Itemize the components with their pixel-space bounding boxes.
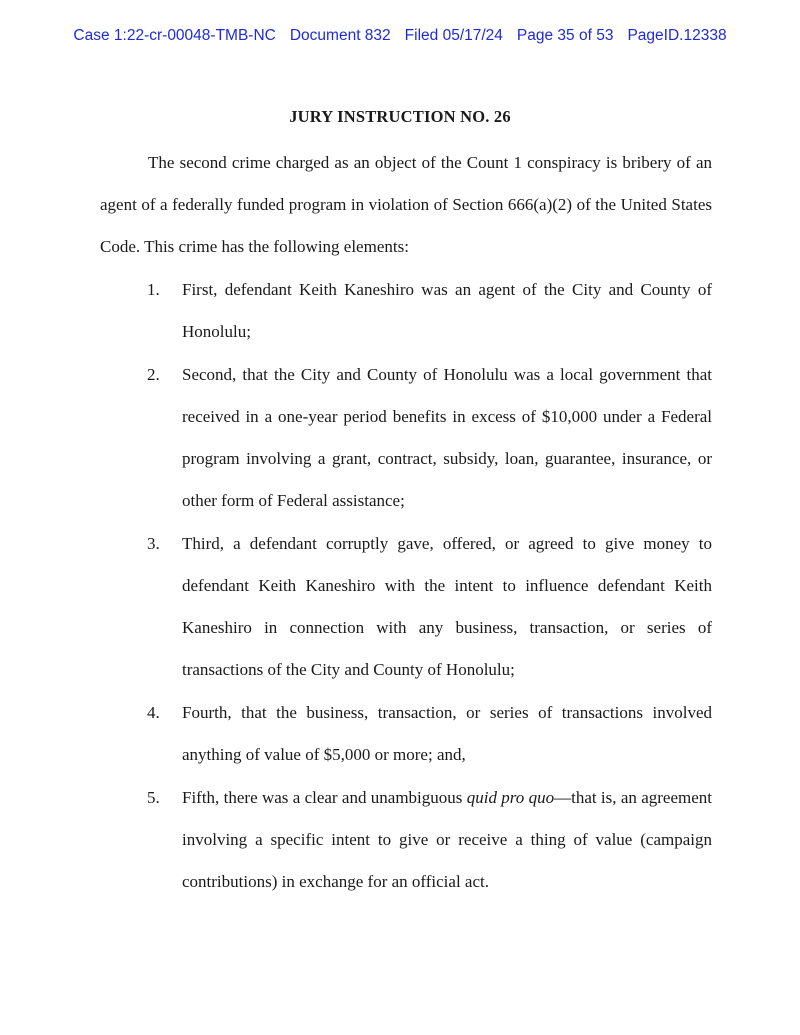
element-text-end: —that is, an agreement involving a specific intent to give or receive a thing of value (campaign contributions) in exchange for an official act. [182, 788, 712, 891]
filed-date: Filed 05/17/24 [404, 27, 503, 44]
element-item-2 [100, 354, 712, 522]
element-number: 4. [147, 703, 160, 722]
intro-paragraph: The second crime charged as an object of the Count 1 conspiracy is bribery of an agent of a federally funded program in violation of Section 666(a)(2) of the United States Code. This crime has the following elements: [100, 153, 712, 256]
element-item-1 [100, 269, 712, 353]
element-number: 1. [147, 280, 160, 299]
element-text-start: Fifth, there was a clear and unambiguous [182, 788, 467, 807]
element-item-3 [100, 523, 712, 691]
page-count: Page 35 of 53 [516, 27, 614, 44]
element-text: Second, that the City and County of Honolulu was a local government that received in a one-year period benefits in excess of $10,000 under a Federal program involving a grant, contract, subsidy, loan, guarantee, insurance, or other form of Federal assistance; [182, 365, 712, 510]
element-item-4 [100, 692, 712, 776]
page-id: PageID.12338 [627, 27, 727, 44]
element-number: 3. [147, 534, 160, 553]
latin-term: quid pro quo [466, 788, 555, 807]
instruction-title: JURY INSTRUCTION NO. 26 [289, 107, 511, 126]
document-number: Document 832 [289, 27, 391, 44]
element-text: First, defendant Keith Kaneshiro was an agent of the City and County of Honolulu; [182, 280, 712, 341]
ecf-filing-header [0, 27, 800, 45]
element-text: Fourth, that the business, transaction, or series of transactions involved anything of value of $5,000 or more; and, [182, 703, 712, 764]
element-text [182, 777, 712, 903]
element-number: 5. [147, 788, 160, 807]
elements-list [100, 269, 712, 904]
case-number: Case 1:22-cr-00048-TMB-NC [73, 27, 276, 44]
element-text: Third, a defendant corruptly gave, offered, or agreed to give money to defendant Keith Kaneshiro with the intent to influence defendant Keith Kaneshiro in connection with any business, transaction, or series of transactions of the City and County of Honolulu; [182, 534, 712, 679]
element-item-5 [100, 777, 712, 903]
element-number: 2. [147, 365, 160, 384]
